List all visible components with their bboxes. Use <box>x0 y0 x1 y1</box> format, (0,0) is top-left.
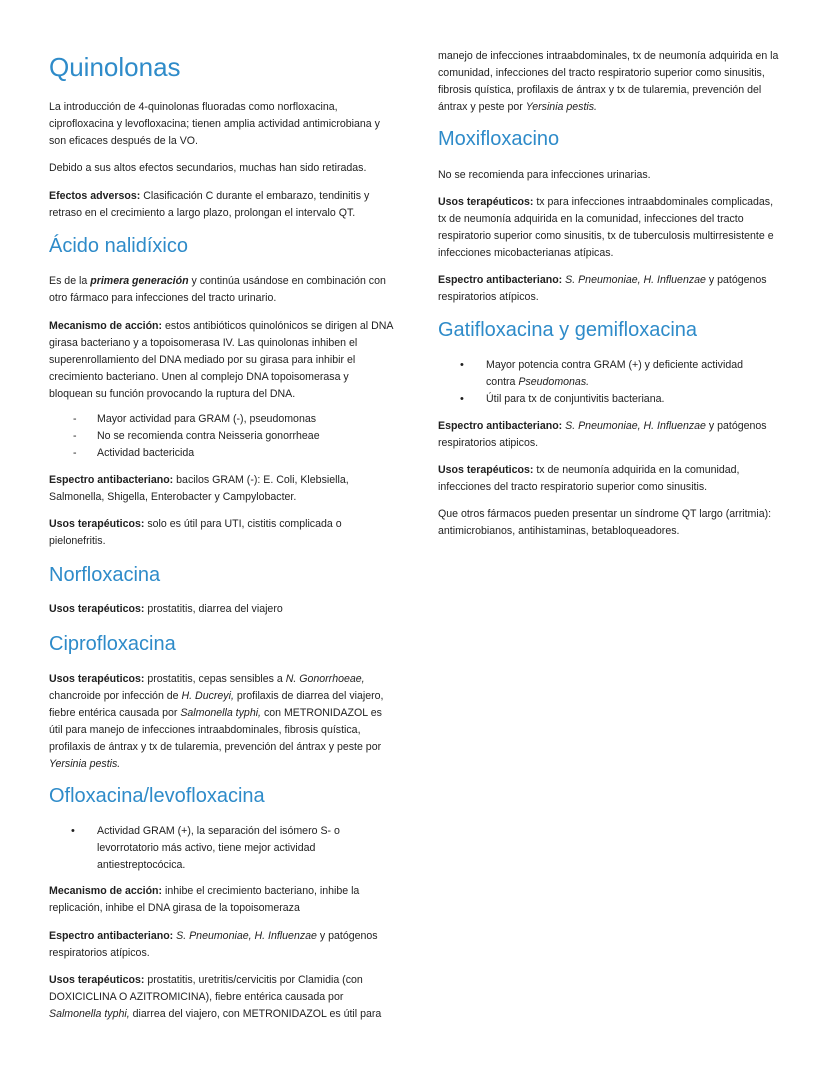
ciprofloxacina-uses <box>49 671 394 773</box>
spectrum-label: Espectro antibacteriano: <box>49 474 174 486</box>
nalidixico-generation: primera generación <box>90 275 189 287</box>
nalidixico-uses <box>49 516 394 550</box>
adverse-label: Efectos adversos: <box>49 190 141 202</box>
heading-ciprofloxacina: Ciprofloxacina <box>49 633 176 655</box>
page-title: Quinolonas <box>49 52 181 82</box>
organism-name: S. Pneumoniae, H. Influenzae <box>173 930 317 942</box>
uses-text: diarrea del viajero, con METRONIDAZOL es útil para <box>129 1008 382 1020</box>
spectrum-text: y patógenos respiratorios atipicos. <box>438 420 767 449</box>
uses-text: chancroide por infección de <box>49 690 182 702</box>
uses-label: Usos terapéuticos: <box>49 603 145 615</box>
continuation-paragraph <box>438 48 783 116</box>
ofloxacina-mechanism <box>49 883 394 917</box>
list-item: - Mayor actividad para GRAM (-), pseudomonas <box>49 411 394 428</box>
spectrum-label: Espectro antibacteriano: <box>438 274 563 286</box>
uses-text: profilaxis de diarrea del viajero, fiebre entérica causada por <box>49 690 384 719</box>
nalidixico-intro <box>49 273 394 307</box>
gatifloxacina-spectrum <box>438 418 783 452</box>
organism-name: S. Pneumoniae, H. Influenzae <box>562 274 706 286</box>
organism-name: Salmonella typhi, <box>180 707 262 719</box>
organism-name: Pseudomonas. <box>518 376 590 388</box>
moxifloxacino-spectrum <box>438 272 783 306</box>
heading-ofloxacina-levofloxacina: Ofloxacina/levofloxacina <box>49 785 265 807</box>
gatifloxacina-bullets <box>438 357 783 408</box>
nalidixico-mechanism <box>49 318 394 403</box>
uses-label: Usos terapéuticos: <box>438 464 534 476</box>
uses-text: prostatitis, diarrea del viajero <box>144 603 283 615</box>
intro-paragraph: La introducción de 4-quinolonas fluoradas como norfloxacina, ciprofloxacina y levofloxacina; tienen amplia actividad antimicrobiana y son eficaces después de la VO. <box>49 101 380 147</box>
norfloxacina-uses <box>49 601 394 618</box>
uses-label: Usos terapéuticos: <box>49 974 145 986</box>
heading-gatifloxacina-gemifloxacina: Gatifloxacina y gemifloxacina <box>438 319 698 341</box>
spectrum-text: y patógenos respiratorios atípicos. <box>49 930 378 959</box>
organism-name: Salmonella typhi, <box>49 1008 130 1020</box>
nalidixico-intro-a: Es de la <box>49 275 91 287</box>
retired-paragraph: Debido a sus altos efectos secundarios, muchas han sido retiradas. <box>49 162 367 174</box>
heading-acido-nalidixico: Ácido nalidíxico <box>49 235 188 257</box>
uses-label: Usos terapéuticos: <box>49 673 145 685</box>
nalidixico-intro-c: y continúa usándose en combinación con otro fármaco para infecciones del tracto urinario. <box>49 275 386 304</box>
moxifloxacino-urinary-note: No se recomienda para infecciones urinarias. <box>438 169 651 181</box>
organism-name: Yersinia pestis. <box>525 101 597 113</box>
uses-text: prostatitis, uretritis/cervicitis por Clamidia (con DOXICICLINA O AZITROMICINA), fiebre entérica causada por <box>49 974 363 1003</box>
uses-text: tx de neumonía adquirida en la comunidad, infecciones del tracto respiratorio superior como sinusitis. <box>438 464 740 493</box>
ofloxacina-bullets <box>49 823 394 874</box>
adverse-text: Clasificación C durante el embarazo, tendinitis y retraso en el crecimiento a largo plazo, prolongan el intervalo QT. <box>49 190 370 219</box>
organism-name: H. Ducreyi, <box>181 690 234 702</box>
spectrum-text: y patógenos respiratorios atípicos. <box>438 274 767 303</box>
uses-label: Usos terapéuticos: <box>49 518 145 530</box>
ofloxacina-spectrum <box>49 928 394 962</box>
mechanism-text: inhibe el crecimiento bacteriano, inhibe la replicación, inhibe el DNA girasa de la topoisomeraza <box>49 885 360 914</box>
spectrum-label: Espectro antibacteriano: <box>438 420 563 432</box>
organism-name: Yersinia pestis. <box>49 758 121 770</box>
list-item-text: Mayor potencia contra GRAM (+) y deficiente actividad contra <box>486 359 744 388</box>
mechanism-text: estos antibióticos quinolónicos se dirigen al DNA girasa bacteriano y a topoisomerasa IV. Las quinolonas inhiben el superenrollamiento del DNA mediado por su girasa para inhibir el crecimiento bacteriano. Unen al complejo DNA topoisomerasa y bloquean su función provocando la ruptura del DNA. <box>49 320 393 400</box>
ofloxacina-uses <box>49 972 394 1023</box>
list-item: - No se recomienda contra Neisseria gonorrheae <box>49 428 394 445</box>
continuation-text: manejo de infecciones intraabdominales, tx de neumonía adquirida en la comunidad, infecciones del tracto respiratorio superior como sinusitis, fibrosis quística, profilaxis de ántrax y tx de tularemia, prevención del ántrax y peste por <box>438 50 779 113</box>
moxifloxacino-uses <box>438 194 783 262</box>
nalidixico-spectrum <box>49 472 394 506</box>
uses-text: tx para infecciones intraabdominales complicadas, tx de neumonía adquirida en la comunidad, infecciones del tracto respiratorio superior como sinusitis, tx de tuberculosis multirresistente e infecciones micobacterianas atípicas. <box>438 196 774 259</box>
nalidixico-bullets <box>49 411 394 462</box>
list-item: • Actividad GRAM (+), la separación del isómero S- o levorrotatorio más activo, tiene mejor actividad antiestreptocócica. <box>49 823 394 874</box>
mechanism-label: Mecanismo de acción: <box>49 885 163 897</box>
gatifloxacina-uses <box>438 462 783 496</box>
qt-syndrome-note: Que otros fármacos pueden presentar un síndrome QT largo (arritmia): antimicrobianos, antihistaminas, betabloqueadores. <box>438 508 772 537</box>
uses-text: prostatitis, cepas sensibles a <box>144 673 286 685</box>
heading-moxifloxacino: Moxifloxacino <box>438 128 560 150</box>
organism-name: S. Pneumoniae, H. Influenzae <box>562 420 706 432</box>
mechanism-label: Mecanismo de acción: <box>49 320 163 332</box>
uses-text: con METRONIDAZOL es útil para manejo de infecciones intraabdominales, fibrosis quística, profilaxis de ántrax y tx de tularemia, prevención del ántrax y peste por <box>49 707 382 753</box>
organism-name: N. Gonorrhoeae, <box>285 673 365 685</box>
uses-label: Usos terapéuticos: <box>438 196 534 208</box>
uses-text: solo es útil para UTI, cistitis complicada o pielonefritis. <box>49 518 342 547</box>
list-item: - Actividad bactericida <box>49 445 394 462</box>
list-item <box>438 357 783 391</box>
spectrum-text: bacilos GRAM (-): E. Coli, Klebsiella, Salmonella, Shigella, Enterobacter y Campylobacter. <box>49 474 349 503</box>
adverse-effects-paragraph <box>49 188 394 222</box>
list-item: • Útil para tx de conjuntivitis bacteriana. <box>438 391 783 408</box>
heading-norfloxacina: Norfloxacina <box>49 564 161 586</box>
spectrum-label: Espectro antibacteriano: <box>49 930 174 942</box>
